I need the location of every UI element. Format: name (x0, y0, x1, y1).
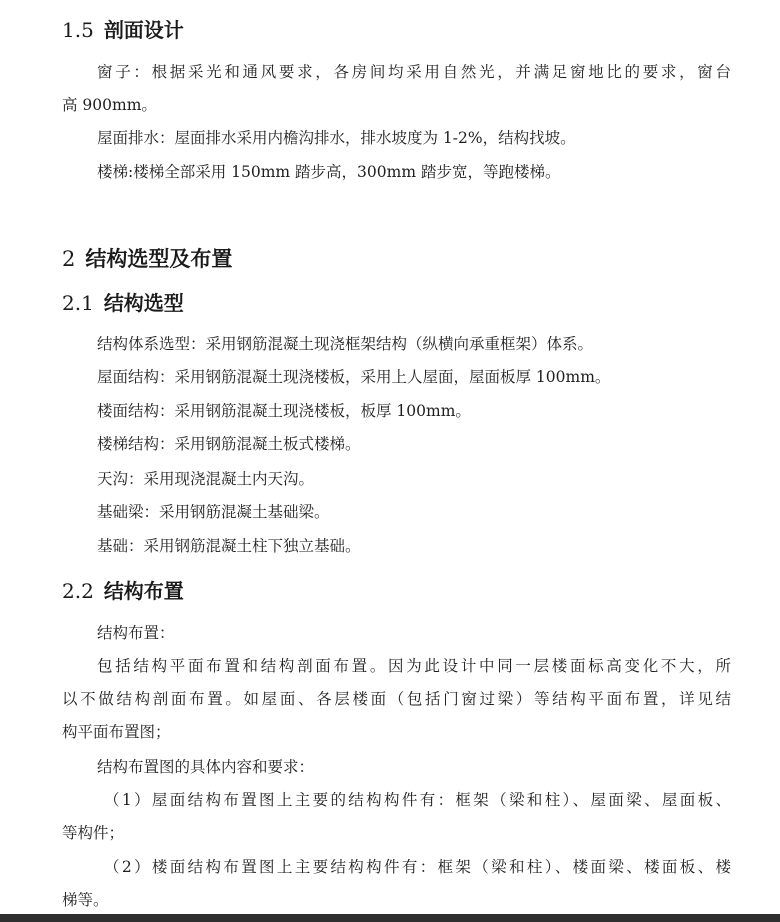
list-item: 楼面结构：采用钢筋混凝土现浇楼板，板厚 100mm。 (97, 402, 471, 420)
chapter-heading-2 (62, 243, 232, 273)
paragraph-layout-line3: 构平面布置图； (62, 723, 171, 741)
list-item: 天沟：采用现浇混凝土内天沟。 (97, 470, 315, 488)
chapter-title: 结构选型及布置 (85, 247, 233, 271)
list-item: 结构体系选型：采用钢筋混凝土现浇框架结构（纵横向承重框架）体系。 (97, 335, 594, 353)
list-item: 屋面结构：采用钢筋混凝土现浇楼板，采用上人屋面，屋面板厚 100mm。 (97, 368, 611, 386)
section-number: 2.2 (62, 579, 94, 603)
section-number: 2.1 (62, 291, 94, 315)
paragraph-label: 结构布置： (97, 624, 175, 642)
paragraph-layout-line1: 包括结构平面布置和结构剖面布置。因为此设计中同一层楼面标高变化不大，所 (97, 657, 731, 675)
chapter-number: 2 (62, 247, 76, 271)
bottom-edge-bar (0, 914, 780, 922)
section-title: 剖面设计 (103, 18, 184, 42)
section-heading-2-2 (62, 575, 184, 604)
section-heading-1-5 (62, 14, 184, 43)
list-item-floor-line1: （2）楼面结构布置图上主要结构构件有：框架（梁和柱）、楼面梁、楼面板、楼 (104, 858, 731, 876)
section-title: 结构选型 (103, 291, 184, 315)
list-item: 楼梯结构：采用钢筋混凝土板式楼梯。 (97, 435, 361, 453)
paragraph-window-line1: 窗子：根据采光和通风要求，各房间均采用自然光，并满足窗地比的要求，窗台 (97, 63, 731, 81)
paragraph-stairs: 楼梯:楼梯全部采用 150mm 踏步高，300mm 踏步宽，等跑楼梯。 (97, 163, 561, 181)
list-item: 基础梁：采用钢筋混凝土基础梁。 (97, 503, 330, 521)
paragraph-window-line2: 高 900mm。 (62, 96, 157, 114)
list-item-roof-line2: 等构件； (62, 824, 125, 842)
paragraph-roof-drainage: 屋面排水：屋面排水采用内檐沟排水，排水坡度为 1-2%，结构找坡。 (97, 129, 576, 147)
list-item-floor-line2: 梯等。 (62, 891, 109, 909)
section-heading-2-1 (62, 287, 184, 316)
list-item: 基础：采用钢筋混凝土柱下独立基础。 (97, 537, 361, 555)
paragraph-content-intro: 结构布置图的具体内容和要求： (97, 758, 315, 776)
paragraph-layout-line2: 以不做结构剖面布置。如屋面、各层楼面（包括门窗过梁）等结构平面布置，详见结 (62, 690, 731, 708)
section-number: 1.5 (62, 18, 94, 42)
section-title: 结构布置 (103, 579, 184, 603)
list-item-roof-line1: （1）屋面结构布置图上主要的结构构件有：框架（梁和柱）、屋面梁、屋面板、 (104, 791, 731, 809)
